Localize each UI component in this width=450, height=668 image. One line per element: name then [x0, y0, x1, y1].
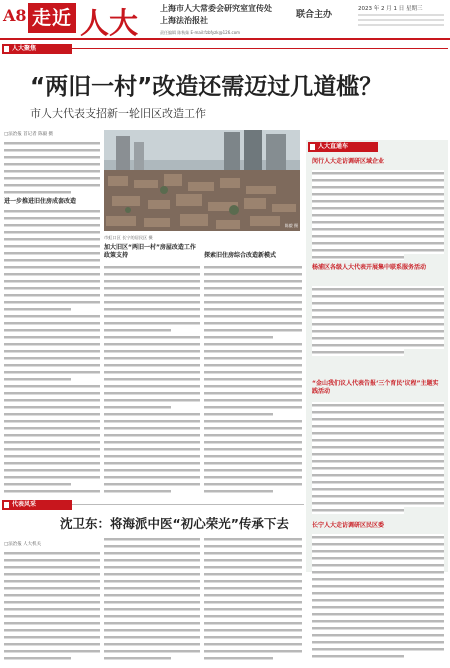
masthead-decoration [358, 14, 444, 34]
logo-title: 人大 [80, 6, 139, 40]
sub-heading-2: 加大旧区“两旧一村”房屋改造工作政策支持 [104, 244, 196, 259]
article-body-col1a [4, 140, 100, 196]
publisher-line-2: 上海法治报社 [160, 16, 208, 25]
sidebar-title-4: 长宁人大走访调研区民区委 [312, 522, 385, 529]
photo-credit: 陈毅 摄 [284, 223, 298, 228]
section-tag-profile: 代表风采 [2, 500, 72, 510]
sidebar-title-2: 杨浦区各级人大代表开展集中联系服务活动 [312, 264, 427, 271]
logo-box: 走近 [28, 3, 76, 33]
sidebar-body-1 [312, 170, 444, 260]
main-headline: “两旧一村”改造还需迈过几道槛？ [30, 74, 383, 100]
sub-heading-1: 进一步推进旧住房成套改造 [4, 198, 77, 205]
publisher-line-1: 上海市人大常委会研究室宣传处 [160, 4, 272, 13]
sidebar-tag: 人大直通车 [308, 142, 378, 152]
sidebar-title-3: “金山我们议人代表告报‘三个育民’议程”主题实践活动 [312, 380, 439, 395]
section-tag-focus: 人大聚焦 [2, 44, 72, 54]
byline: □法治报 首记者 陈毅 摄 [4, 132, 54, 137]
sidebar-title-1: 闵行人大走访调研区域企业 [312, 158, 385, 165]
news-photo [104, 130, 300, 231]
article-body-col2 [104, 264, 200, 498]
profile-body-col3 [204, 536, 302, 666]
profile-byline: □法治报 人大机关 [4, 542, 42, 547]
masthead [0, 0, 450, 40]
photo-caption: 市虹口区 长宁的居民区 摄 [104, 235, 153, 240]
sub-heading-3: 探索旧住房综合改造新模式 [204, 252, 277, 259]
page-number: A8 [3, 6, 27, 25]
article-body-col1b [4, 208, 100, 498]
bottom-section-rule [72, 504, 304, 505]
publisher-info [160, 3, 272, 27]
co-host-label: 联合主办 [296, 10, 333, 20]
editor-info: 责任编辑 陈秋妹 E-mail:fzbfyzk@126.com [160, 30, 241, 35]
profile-body-col1 [4, 550, 100, 666]
sidebar-body-3 [312, 402, 444, 518]
issue-date: 2023 年 2 月 1 日 星期三 [358, 6, 423, 12]
sidebar-body-4 [312, 534, 444, 664]
section-rule [72, 48, 448, 49]
profile-headline: 沈卫东：将海派中医“初心荣光”传承下去 [60, 516, 289, 531]
main-subheadline: 市人大代表支招新一轮旧区改造工作 [30, 107, 206, 120]
profile-body-col2 [104, 536, 200, 666]
article-body-col3 [204, 264, 302, 498]
sidebar-body-2 [312, 286, 444, 356]
